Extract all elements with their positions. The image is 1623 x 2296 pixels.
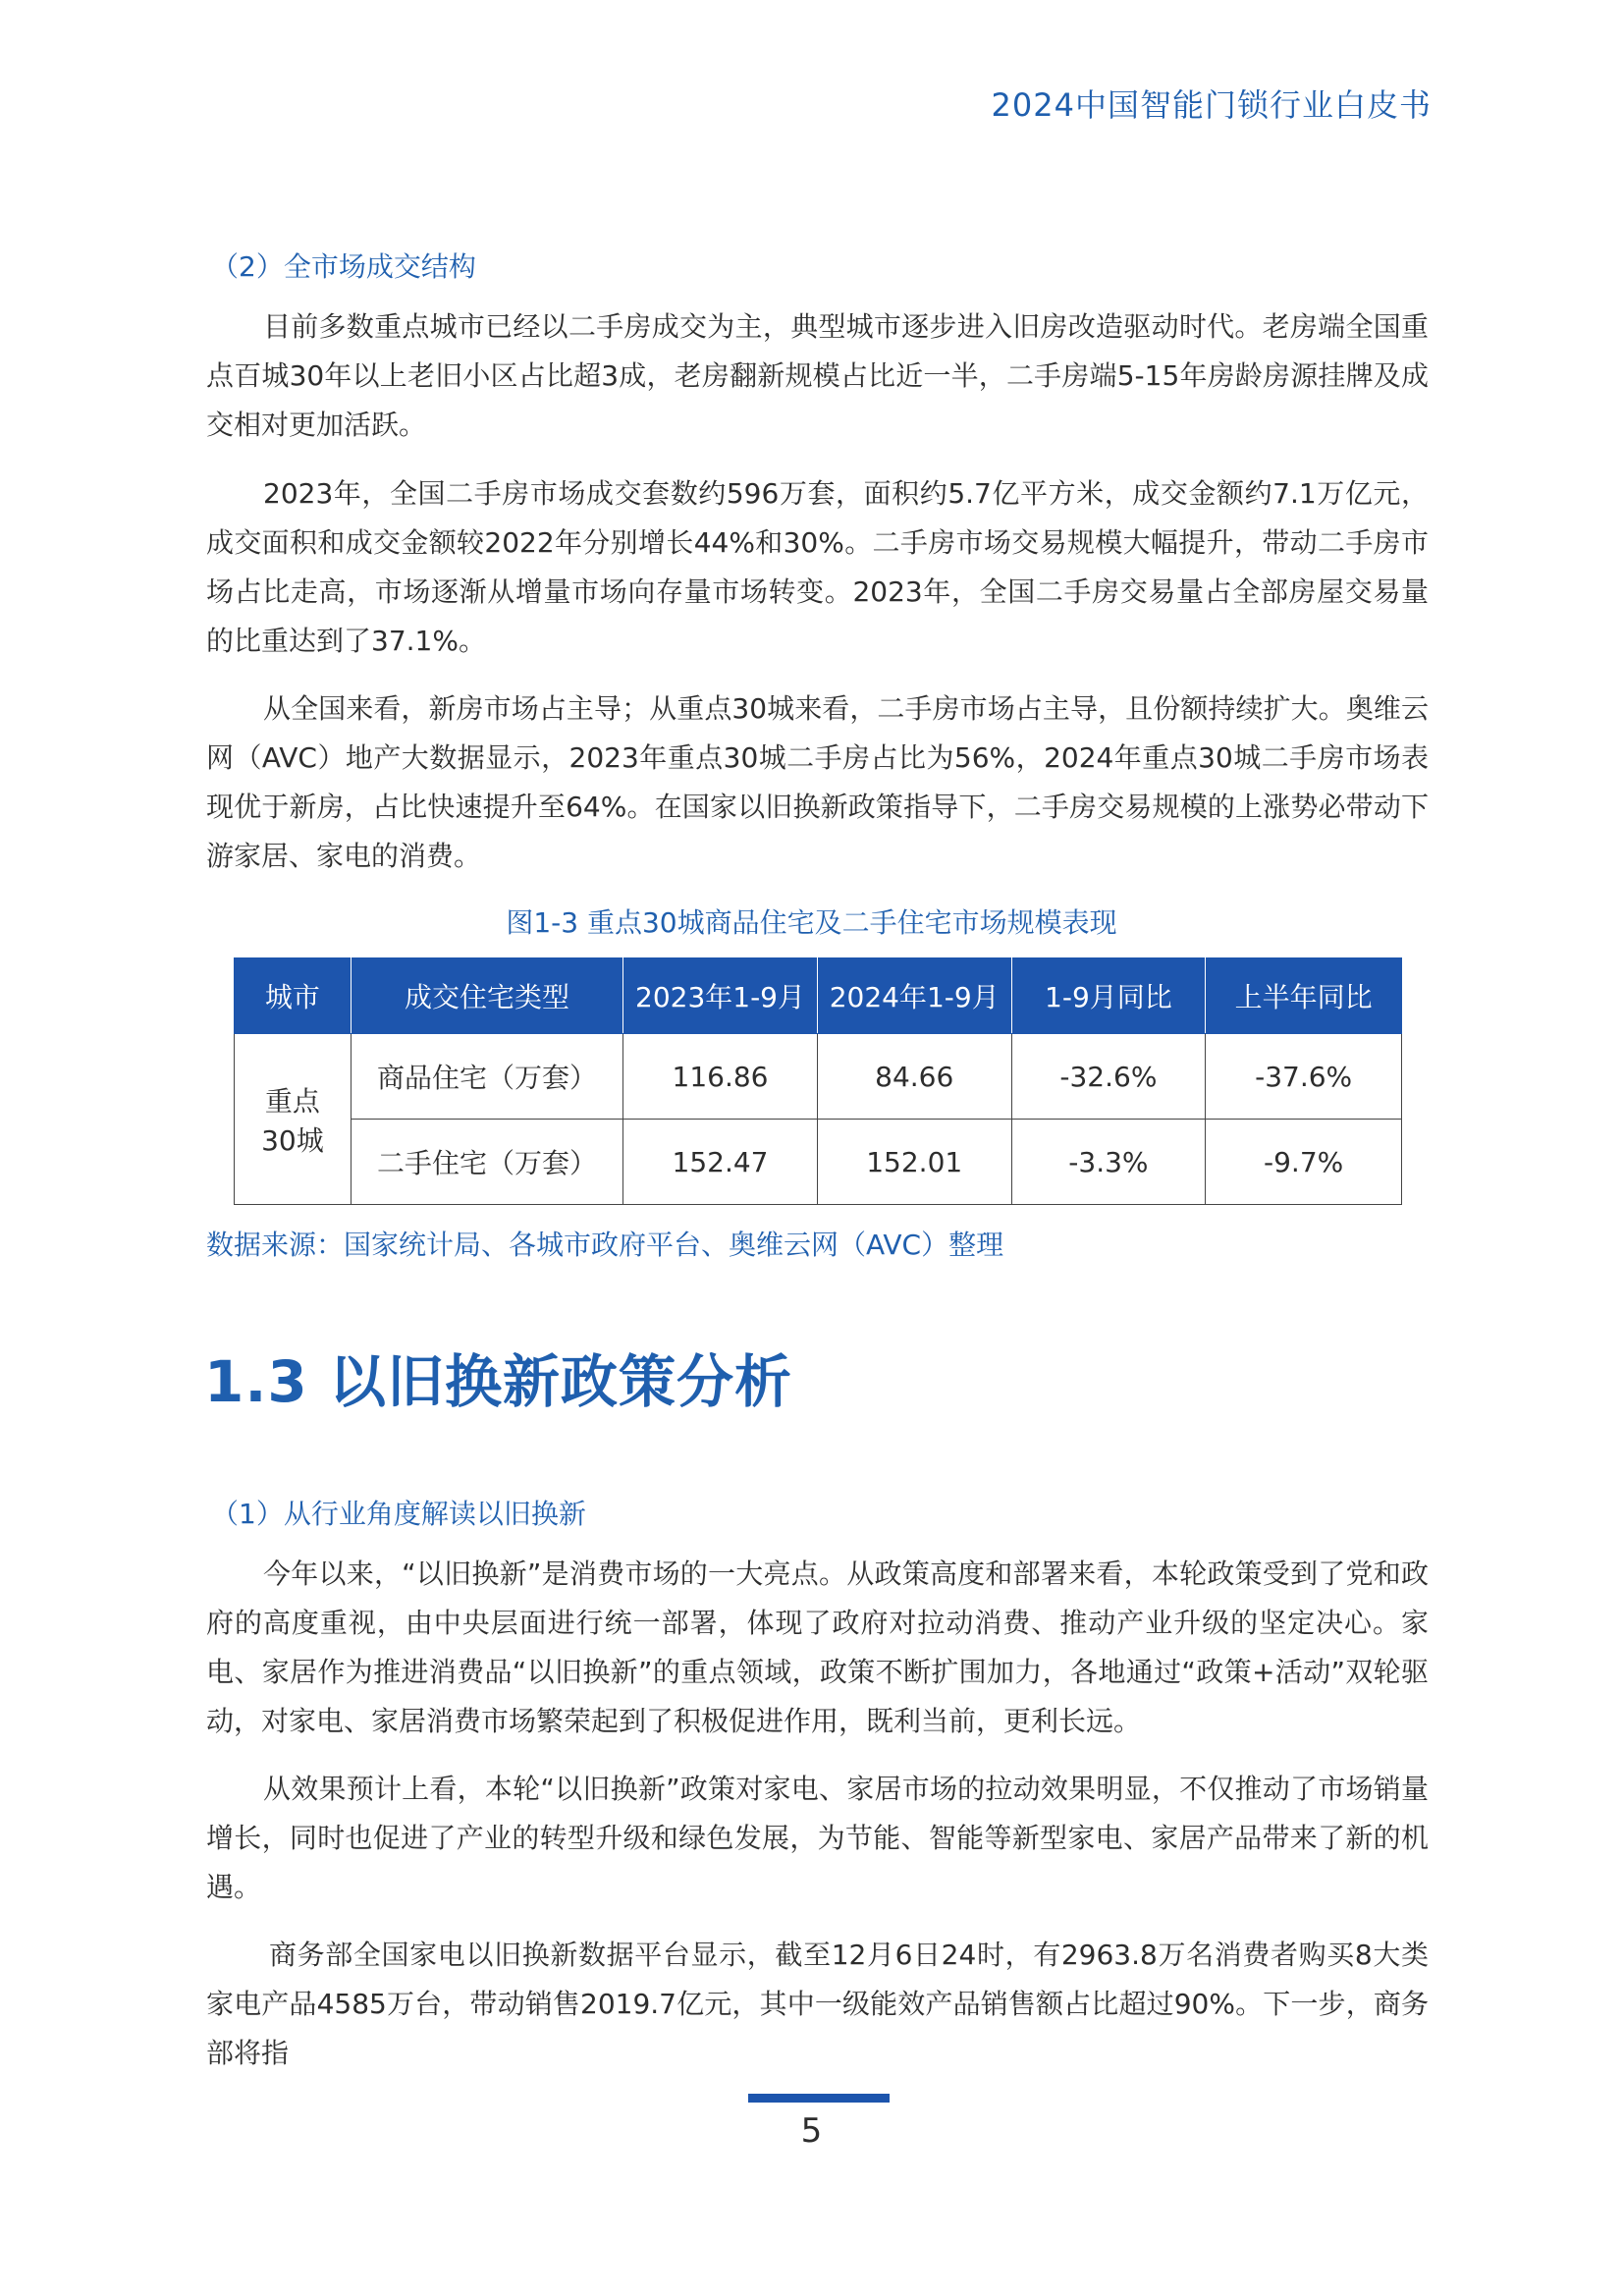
market-scale-table (234, 957, 1402, 1205)
header-cell-2024: 2024年1-9月 (817, 958, 1011, 1034)
paragraph-trade-in-1: 今年以来，“以旧换新”是消费市场的一大亮点。从政策高度和部署来看，本轮政策受到了党和政府的高度重视，由中央层面进行统一部署，体现了政府对拉动消费、推动产业升级的坚定决心。家电、家居作为推进消费品“以旧换新”的重点领域，政策不断扩围加力，各地通过“政策+活动”双轮驱动，对家电、家居消费市场繁荣起到了积极促进作用，既利当前，更利长远。 (206, 1558, 1429, 1737)
header-cell-yoy-h1: 上半年同比 (1206, 958, 1402, 1034)
table-cell: 152.01 (817, 1120, 1011, 1205)
table-cell: -9.7% (1206, 1120, 1402, 1205)
header-cell-housing-type: 成交住宅类型 (351, 958, 622, 1034)
table-cell: 二手住宅（万套） (351, 1120, 622, 1205)
paragraph-trade-in-3: 商务部全国家电以旧换新数据平台显示，截至12月6日24时，有2963.8万名消费者购买8大类家电产品4585万台，带动销售2019.7亿元，其中一级能效产品销售额占比超过90%。下一步，商务部将指 (206, 1939, 1429, 2069)
paragraph-trade-in-2: 从效果预计上看，本轮“以旧换新”政策对家电、家居市场的拉动效果明显，不仅推动了市场销量增长，同时也促进了产业的转型升级和绿色发展，为节能、智能等新型家电、家居产品带来了新的机遇。 (206, 1773, 1429, 1903)
subsection-heading-trade-in: （1）从行业角度解读以旧换新 (211, 1498, 586, 1530)
figure-caption: 图1-3 重点30城商品住宅及二手住宅市场规模表现 (506, 906, 1117, 939)
page-number-bar (748, 2094, 890, 2103)
document-header-title: 2024中国智能门锁行业白皮书 (991, 86, 1432, 124)
table-cell: 84.66 (817, 1034, 1011, 1120)
section-title: 1.3 以旧换新政策分析 (204, 1348, 792, 1415)
subsection-heading-market-structure: （2）全市场成交结构 (211, 250, 476, 283)
page-number: 5 (800, 2111, 823, 2151)
table-cell: -37.6% (1206, 1034, 1402, 1120)
header-cell-2023: 2023年1-9月 (623, 958, 818, 1034)
header-cell-city: 城市 (235, 958, 352, 1034)
table-cell: -32.6% (1011, 1034, 1206, 1120)
table-header-row (235, 958, 1402, 1034)
paragraph-market-structure-1: 目前多数重点城市已经以二手房成交为主，典型城市逐步进入旧房改造驱动时代。老房端全国重点百城30年以上老旧小区占比超3成，老房翻新规模占比近一半，二手房端5-15年房龄房源挂牌及成交相对更加活跃。 (206, 310, 1429, 441)
table-cell: 116.86 (623, 1034, 818, 1120)
header-cell-yoy-jan-sep: 1-9月同比 (1011, 958, 1206, 1034)
data-source-note: 数据来源：国家统计局、各城市政府平台、奥维云网（AVC）整理 (206, 1229, 1004, 1261)
table-row (235, 1120, 1402, 1205)
table-cell: 商品住宅（万套） (351, 1034, 622, 1120)
city-cell: 重点30城 (235, 1034, 352, 1205)
table-row (235, 1034, 1402, 1120)
table-cell: 152.47 (623, 1120, 818, 1205)
table-cell: -3.3% (1011, 1120, 1206, 1205)
paragraph-market-structure-3: 从全国来看，新房市场占主导；从重点30城来看，二手房市场占主导，且份额持续扩大。奥维云网（AVC）地产大数据显示，2023年重点30城二手房占比为56%，2024年重点30城二手房市场表现优于新房，占比快速提升至64%。在国家以旧换新政策指导下，二手房交易规模的上涨势必带动下游家居、家电的消费。 (206, 692, 1429, 872)
paragraph-market-structure-2: 2023年，全国二手房市场成交套数约596万套，面积约5.7亿平方米，成交金额约7.1万亿元，成交面积和成交金额较2022年分别增长44%和30%。二手房市场交易规模大幅提升，带动二手房市场占比走高，市场逐渐从增量市场向存量市场转变。2023年，全国二手房交易量占全部房屋交易量的比重达到了37.1%。 (206, 477, 1429, 657)
